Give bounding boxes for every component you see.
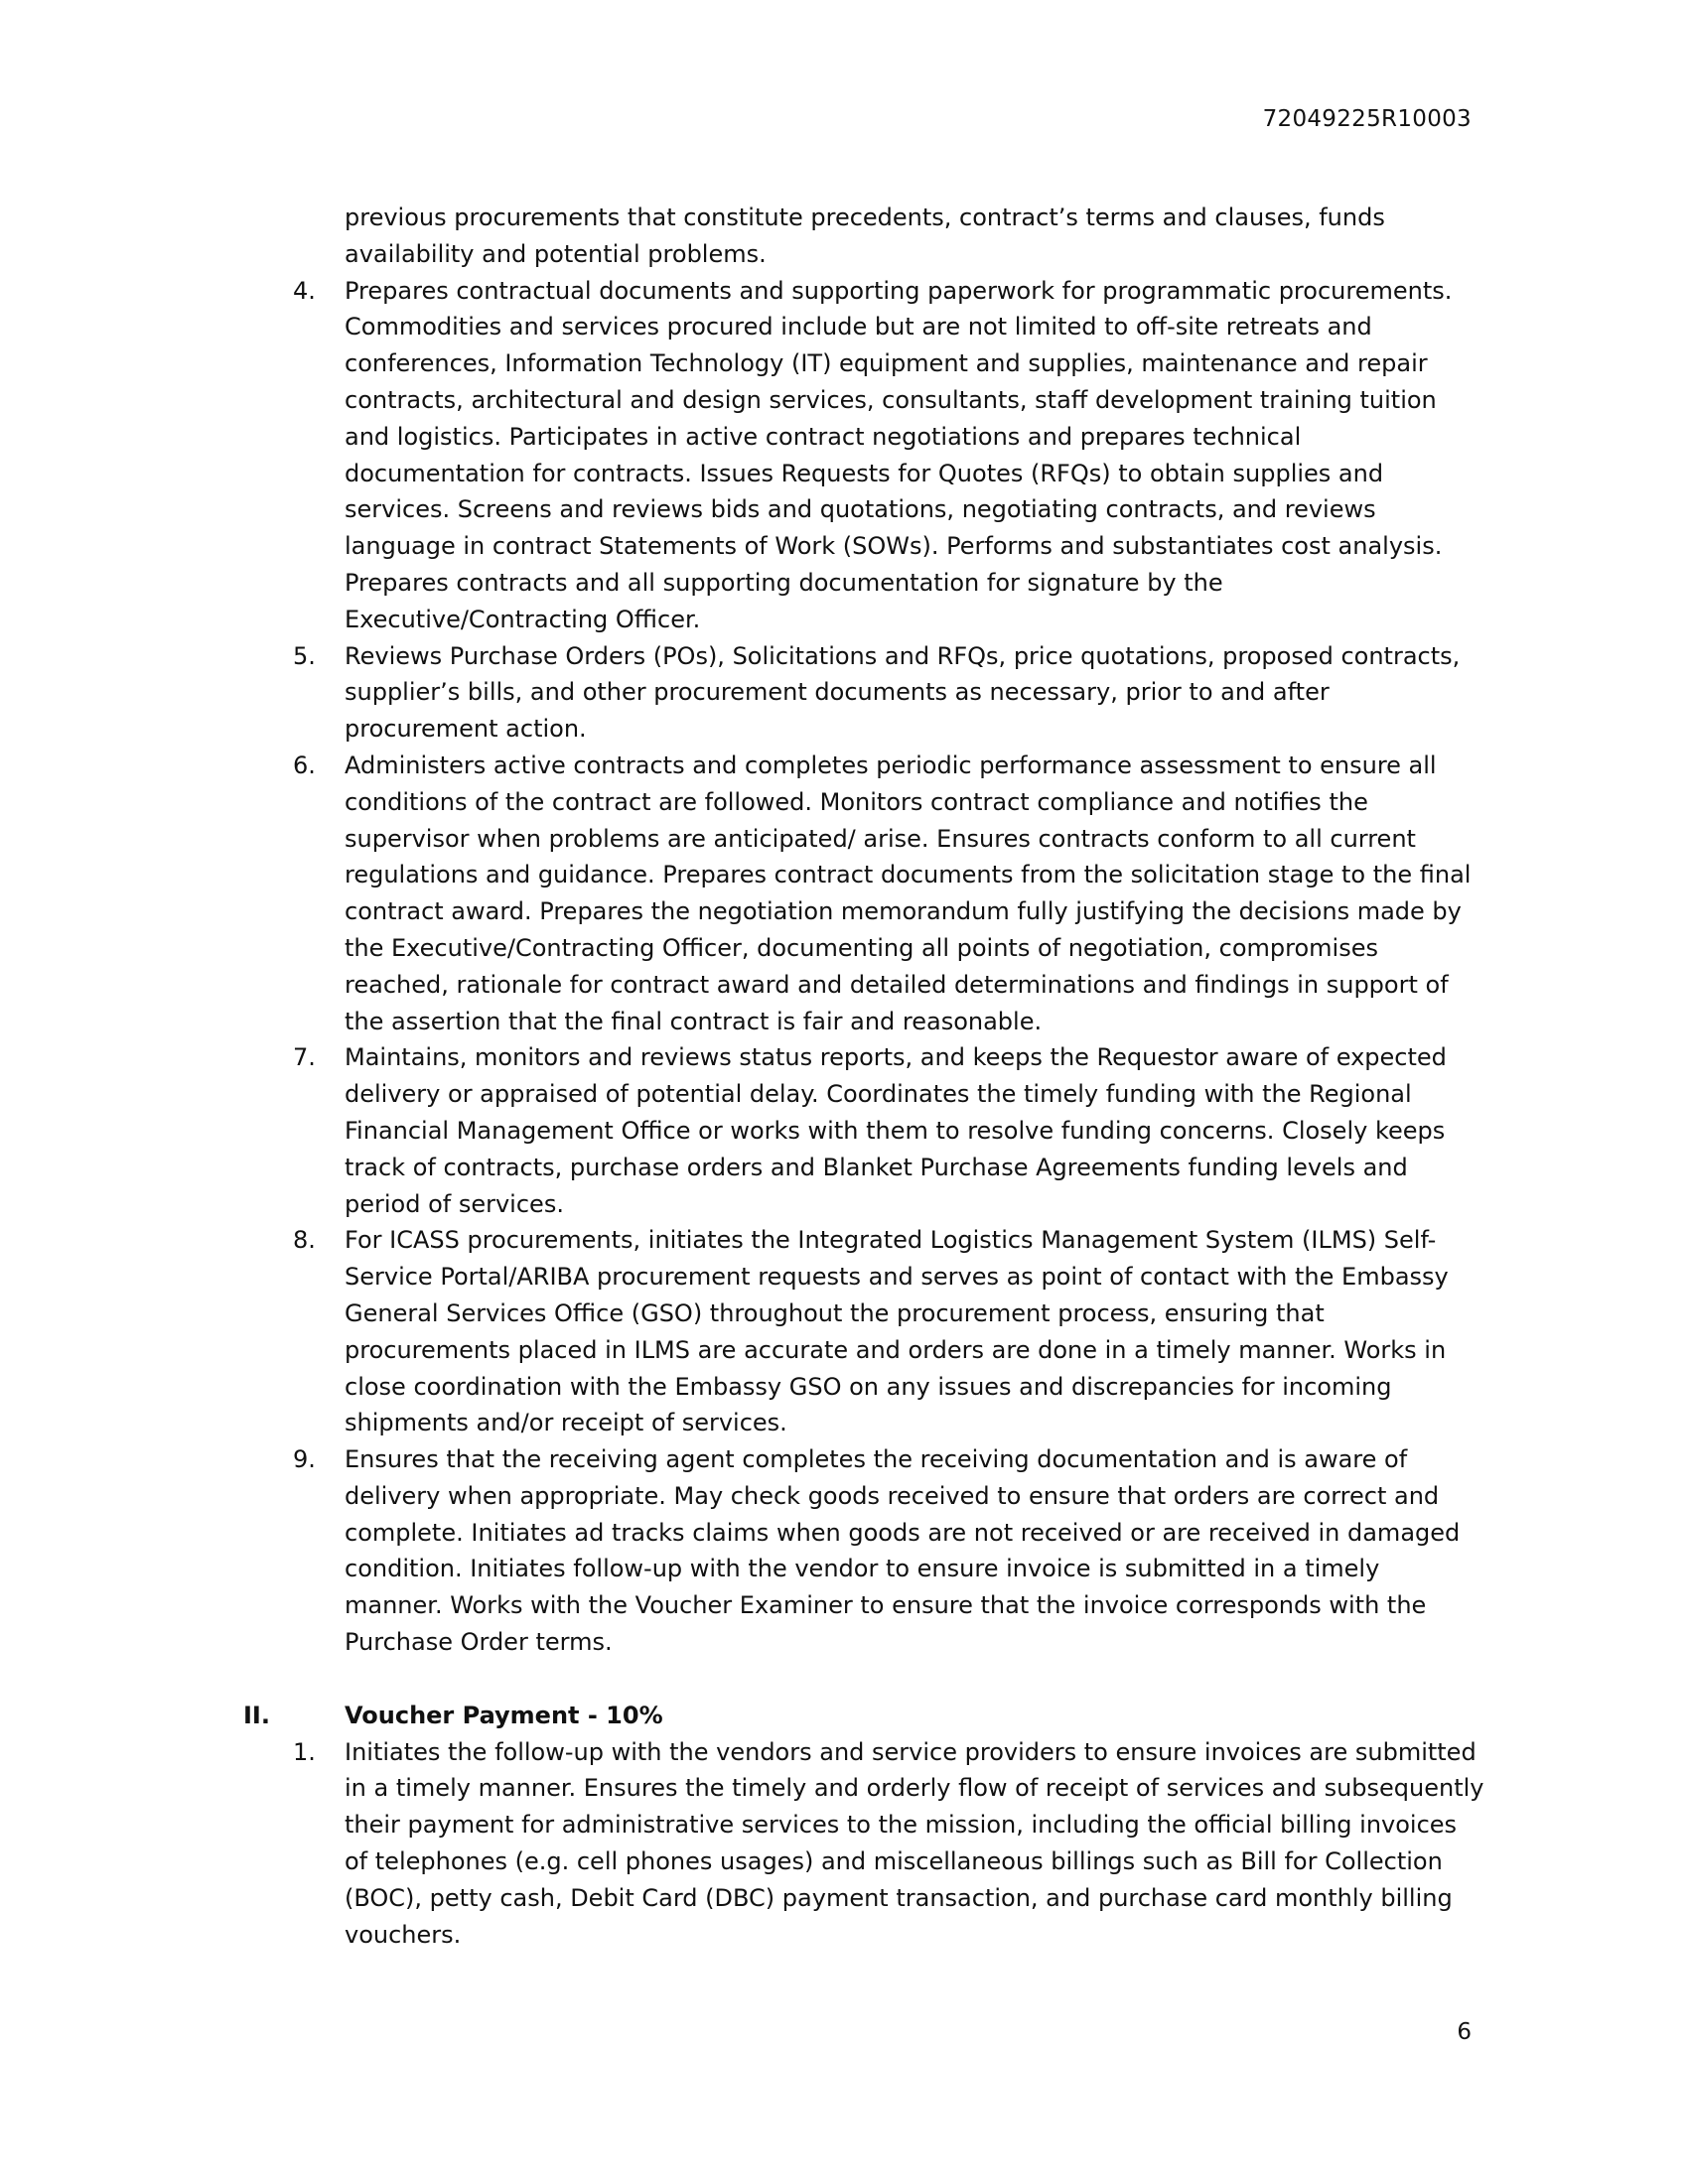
list-item-text: Administers active contracts and completes periodic performance assessment to ensure all conditions of the contract are followed. Monitors contract compliance and notifies the supervisor when problems are anticipated/ arise. Ensures contracts conform to all current regulations and guidance. Prepares contract documents from the solicitation stage to the final contract award. Prepares the negotiation memorandum fully justifying the decisions made by the Executive/Contracting Officer, documenting all points of negotiation, compromises reached, rationale for contract award and detailed determinations and findings in support of the assertion that the final contract is fair and reasonable. [345,751,1472,1035]
list-item-text: Initiates the follow-up with the vendors and service providers to ensure invoices are submitted in a timely manner. Ensures the timely and orderly flow of receipt of services and subsequently their payment for administrative services to the mission, including the official billing invoices of telephones (e.g. cell phones usages) and miscellaneous billings such as Bill for Collection (BOC), petty cash, Debit Card (DBC) payment transaction, and purchase card monthly billing vouchers. [345,1737,1484,1949]
list-item [293,273,1484,638]
list-item-number: 6. [293,751,316,779]
section-heading [243,1698,1484,1734]
list-item-text: Reviews Purchase Orders (POs), Solicitations and RFQs, price quotations, proposed contracts, supplier’s bills, and other procurement documents as necessary, prior to and after procurement action. [345,641,1461,744]
list-item-text: Ensures that the receiving agent completes the receiving documentation and is aware of delivery when appropriate. May check goods received to ensure that orders are correct and complete. Initiates ad tracks claims when goods are not received or are received in damaged condition. Initiates follow-up with the vendor to ensure invoice is submitted in a timely manner. Works with the Voucher Examiner to ensure that the invoice corresponds with the Purchase Order terms. [345,1445,1461,1657]
list-item [293,1039,1484,1222]
list-item-number: 9. [293,1445,316,1474]
list-item-number: 5. [293,641,316,670]
list-item [293,748,1484,1039]
list-item-number: 1. [293,1737,316,1766]
list-item [293,1441,1484,1661]
page-body [243,200,1484,1953]
list-item-number: 7. [293,1043,316,1072]
list-item-text: For ICASS procurements, initiates the Integrated Logistics Management System (ILMS) Self-Service Portal/ARIBA procurement requests and serves as point of contact with the Embassy General Services Office (GSO) throughout the procurement process, ensuring that procurements placed in ILMS are accurate and orders are done in a timely manner. Works in close coordination with the Embassy GSO on any issues and discrepancies for incoming shipments and/or receipt of services. [345,1226,1449,1437]
list-item [293,1222,1484,1441]
list-item [293,638,1484,748]
section-title: Voucher Payment - 10% [345,1701,663,1729]
list-item-number: 8. [293,1226,316,1255]
list-item [293,1734,1484,1954]
list-item-text: Maintains, monitors and reviews status reports, and keeps the Requestor aware of expected delivery or appraised of potential delay. Coordinates the timely funding with the Regional Financial Management Office or works with them to resolve funding concerns. Closely keeps track of contracts, purchase orders and Blanket Purchase Agreements funding levels and period of services. [345,1043,1447,1218]
list-item-number: 4. [293,276,316,305]
document-id: 72049225R10003 [1262,106,1472,132]
section-number: II. [243,1701,270,1729]
continuation-paragraph: previous procurements that constitute precedents, contract’s terms and clauses, funds availability and potential problems. [345,204,1385,268]
page-number: 6 [1457,2019,1472,2045]
list-item-text: Prepares contractual documents and supporting paperwork for programmatic procurements. Commodities and services procured include but are not limited to off-site retreats and conferences, Information Technology (IT) equipment and supplies, maintenance and repair contracts, architectural and design services, consultants, staff development training tuition and logistics. Participates in active contract negotiations and prepares technical documentation for contracts. Issues Requests for Quotes (RFQs) to obtain supplies and services. Screens and reviews bids and quotations, negotiating contracts, and reviews language in contract Statements of Work (SOWs). Performs and substantiates cost analysis. Prepares contracts and all supporting documentation for signature by the Executive/Contracting Officer. [345,276,1453,633]
